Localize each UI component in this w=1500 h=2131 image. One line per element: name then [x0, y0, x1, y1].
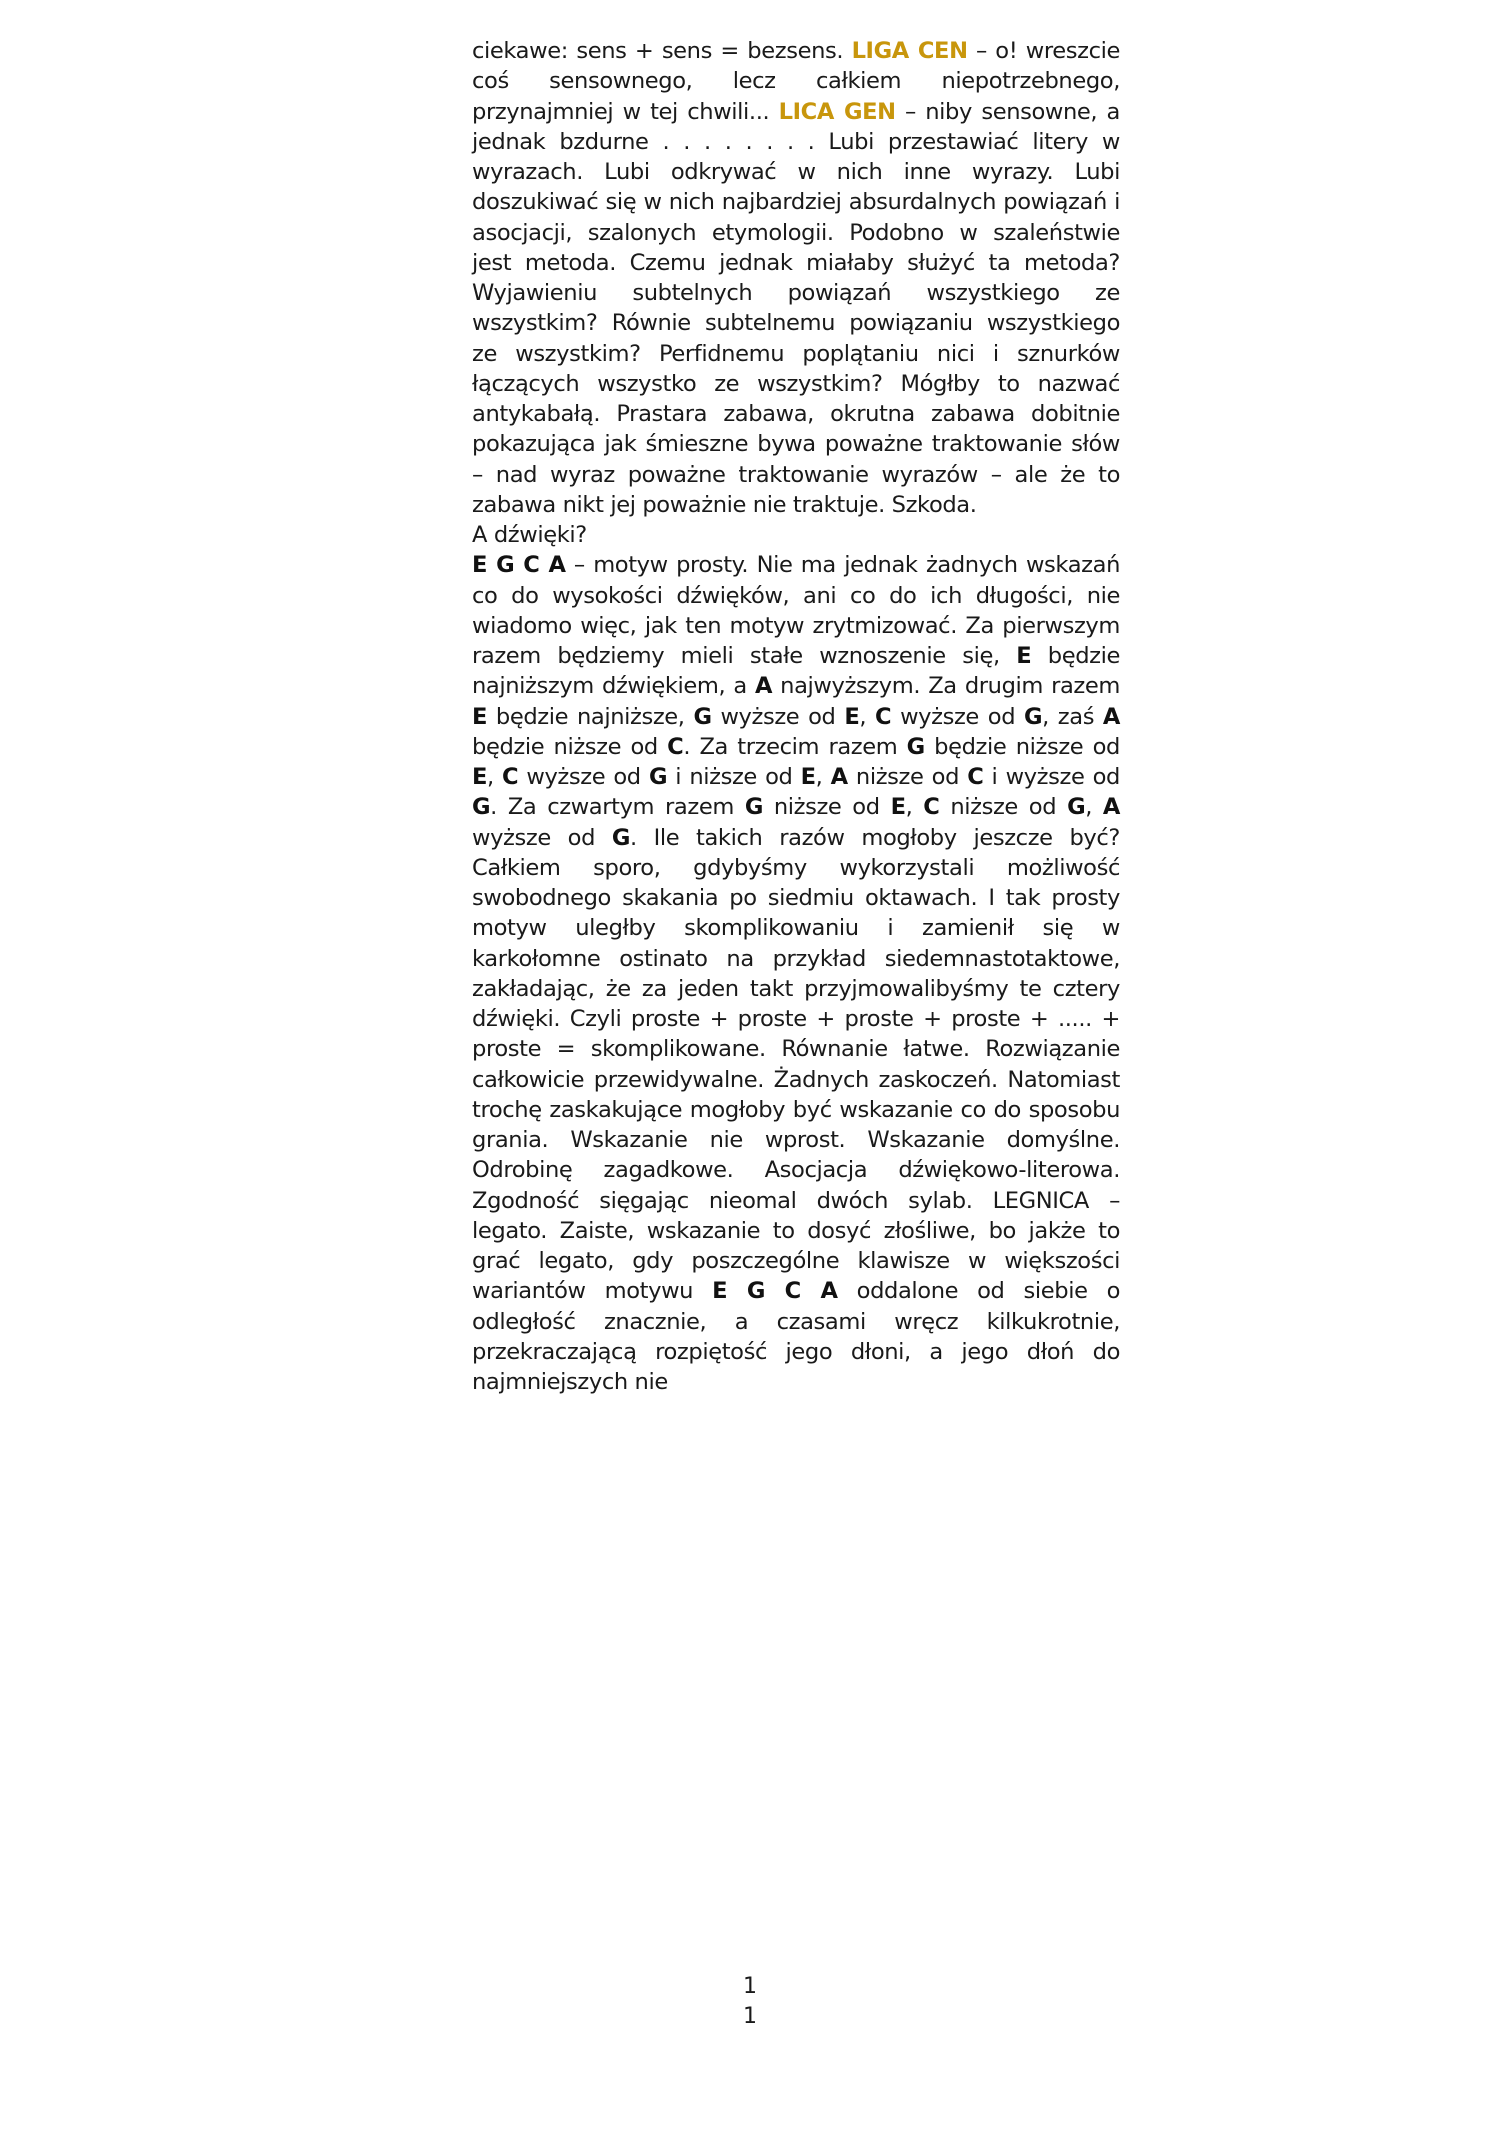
note-letter: G — [744, 794, 763, 821]
note-letter: C — [875, 703, 892, 730]
text-run: , — [859, 703, 876, 730]
text-run: niższe od — [762, 794, 891, 821]
paragraph-motif — [472, 550, 1120, 1397]
text-run: , zaś — [1042, 703, 1103, 730]
note-letter: C — [923, 794, 940, 821]
text-run: będzie niższe od — [472, 733, 668, 760]
note-letter: E — [844, 703, 860, 730]
note-letter: G — [1024, 703, 1043, 730]
text-run: . Za trzecim razem — [683, 733, 907, 760]
text-run: , — [905, 794, 924, 821]
text-run: – motyw prosty. Nie ma jednak żadnych wskazań co do wysokości dźwięków, ani co do ich długości, nie wiadomo więc, jak ten motyw zrytmizować. Za pierwszym razem będziemy mieli stałe wznoszenie się, — [472, 552, 1120, 669]
note-letter: E — [472, 703, 488, 730]
text-run: będzie najniższe, — [487, 703, 694, 730]
note-letter: G — [906, 733, 925, 760]
highlighted-anagram: LICA GEN — [778, 98, 896, 125]
text-run: wyższe od — [711, 703, 845, 730]
text-run: i niższe od — [667, 764, 801, 790]
note-letter: A — [754, 673, 773, 700]
body-text — [472, 36, 1120, 1397]
note-letter: E — [890, 794, 906, 821]
text-run: – o! wreszcie coś sensownego, lecz całkiem niepotrzebnego, przynajmniej w tej chwili... — [472, 38, 1120, 125]
note-letter: C — [502, 764, 519, 790]
text-run: , — [815, 764, 831, 790]
text-run: , — [1085, 794, 1103, 821]
note-letter: C — [667, 733, 684, 760]
page-number: 1 — [743, 1974, 757, 1999]
page-number: 1 — [743, 2004, 757, 2029]
text-run: niższe od — [847, 764, 968, 790]
text-run: i wyższe od — [983, 764, 1120, 790]
text-run: wyższe od — [472, 824, 612, 851]
highlighted-anagram: LIGA CEN — [851, 38, 968, 64]
text-run: wyższe od — [518, 764, 649, 790]
note-letter: G — [1067, 794, 1086, 821]
text-run: ciekawe: sens + sens = bezsens. — [472, 38, 852, 64]
paragraph-question — [472, 520, 1120, 550]
text-run: niższe od — [939, 794, 1068, 821]
note-letter: A — [830, 764, 848, 790]
text-run: – niby sensowne, a jednak bzdurne . . . . . . . . Lubi przestawiać litery w wyrazach. Lubi odkrywać w nich inne wyrazy. Lubi doszukiwać się w nich najbardziej absurdalnych powiązań i asocjacji, szalonych etymologii. Podobno w szaleństwie jest metoda. Czemu jednak miałaby służyć ta metoda? Wyjawieniu subtelnych powiązań wszystkiego ze wszystkim? Równie subtelnemu powiązaniu wszystkiego ze wszystkim? Perfidnemu poplątaniu nici i sznurków łączących wszystko ze wszystkim? Mógłby to nazwać antykabałą. Prastara zabawa, okrutna zabawa dobitnie pokazująca jak śmieszne bywa poważne traktowanie słów – nad wyraz poważne traktowanie wyrazów – ale że to zabawa nikt jej poważnie nie traktuje. Szkoda. — [472, 98, 1120, 518]
note-letter: A — [1102, 703, 1121, 730]
note-letter: G — [648, 764, 668, 790]
note-letter: E — [1016, 643, 1032, 669]
note-letter: A — [1102, 794, 1120, 821]
text-run: będzie niższe od — [924, 733, 1120, 760]
text-run: , — [487, 764, 503, 790]
note-letter: E G C A — [472, 552, 566, 579]
text-run: A dźwięki? — [472, 522, 587, 548]
note-letter: G — [611, 824, 630, 851]
note-letter: C — [967, 764, 984, 790]
note-letter: G — [472, 794, 491, 821]
note-letter: E — [472, 764, 488, 790]
note-letter: E G C A — [712, 1278, 838, 1305]
paragraph-anagrams — [472, 36, 1120, 520]
text-run: wyższe od — [891, 703, 1024, 730]
text-run: . Za czwartym razem — [490, 794, 745, 821]
text-run: . Ile takich razów mogłoby jeszcze być? Całkiem sporo, gdybyśmy wykorzystali możliwość swobodnego skakania po siedmiu oktawach. I tak prosty motyw uległby skomplikowaniu i zamienił się w karkołomne ostinato na przykład siedemnastotaktowe, zakładając, że za jeden takt przyjmowalibyśmy te cztery dźwięki. Czyli proste + proste + proste + proste + ..... + proste = skomplikowane. Równanie łatwe. Rozwiązanie całkowicie przewidywalne. Żadnych zaskoczeń. Natomiast trochę zaskakujące mogłoby być wskazanie co do sposobu grania. Wskazanie nie wprost. Wskazanie domyślne. Odrobinę zagadkowe. Asocjacja dźwiękowo-literowa. Zgodność sięgając nieomal dwóch sylab. LEGNICA – legato. Zaiste, wskazanie to dosyć złośliwe, bo jakże to grać legato, gdy poszczególne klawisze w większości wariantów motywu — [472, 824, 1120, 1305]
text-run: najwyższym. Za drugim razem — [772, 673, 1120, 700]
text-run: oddalone od siebie o odległość znacznie, a czasami wręcz kilkukrotnie, przekraczającą rozpiętość jego dłoni, a jego dłoń do najmniejszych nie — [472, 1278, 1121, 1395]
text-run: będzie najniższym dźwiękiem, a — [472, 643, 1120, 700]
note-letter: G — [693, 703, 712, 730]
note-letter: E — [800, 764, 816, 790]
